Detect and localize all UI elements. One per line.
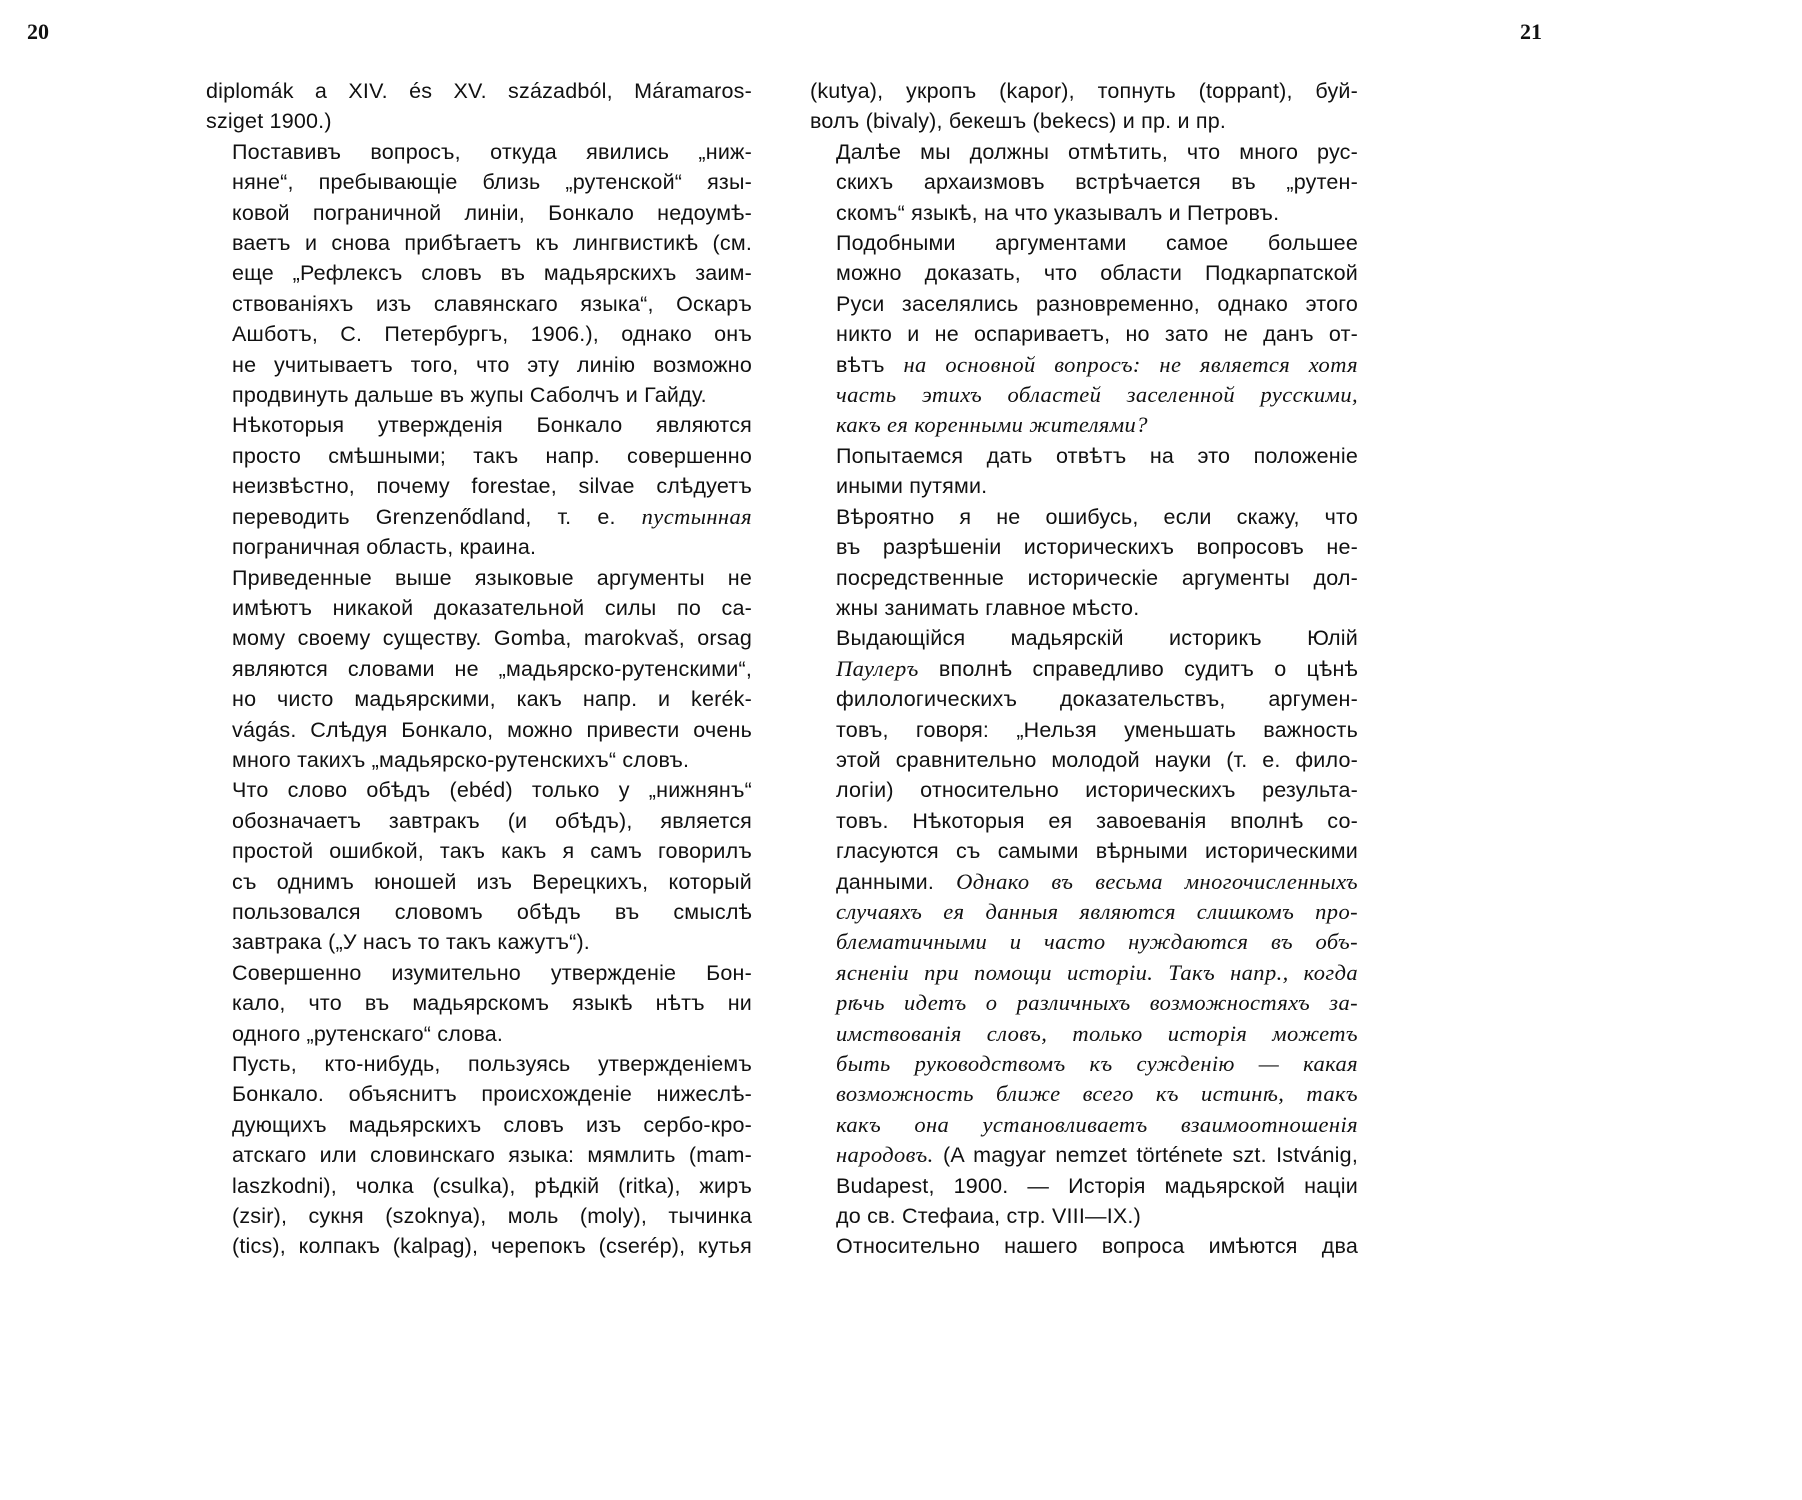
text-line: Вѣроятно я не ошибусь, если скажу, что xyxy=(836,504,1358,529)
text-line: Budapest, 1900. — Исторія мадьярской націи xyxy=(836,1173,1358,1198)
text-line: иными путями. xyxy=(836,474,988,499)
text-line: Бонкало. объяснитъ происхожденіе нижеслѣ- xyxy=(232,1082,752,1107)
paragraph xyxy=(810,623,1358,1231)
text-line: простой ошибкой, такъ какъ я самъ говорилъ xyxy=(232,839,752,864)
paragraph xyxy=(206,76,752,137)
text-line: мому своему существу. Gomba, marokvaš, orsag xyxy=(232,626,752,651)
paragraph xyxy=(206,958,752,1049)
text-line xyxy=(810,867,1358,897)
italic-line: блематичными и часто нуждаются въ объ- xyxy=(836,929,1358,955)
text-line: Выдающійся мадьярскій историкъ Юлій xyxy=(836,626,1358,651)
text-line: ковой пограничной линіи, Бонкало недоумѣ- xyxy=(232,200,752,225)
text-line: Попытаемся дать отвѣтъ на это положеніе xyxy=(836,443,1358,468)
text-line: Относительно нашего вопроса имѣются два xyxy=(836,1234,1358,1259)
text-line: ствованіяхъ изъ славянскаго языка“, Оскаръ xyxy=(232,291,752,316)
italic-line: какъ она установливаетъ взаимоотношенія xyxy=(836,1111,1358,1137)
paragraph xyxy=(206,775,752,957)
text-line: атскаго или словинскаго языка: мямлить (mam- xyxy=(232,1143,752,1168)
text-segment: вѣтъ xyxy=(836,352,885,377)
text-line: Ашботъ, С. Петербургъ, 1906.), однако онъ xyxy=(232,322,752,347)
text-segment: (A magyar nemzet története szt. Istvánig, xyxy=(943,1143,1358,1168)
text-line xyxy=(206,502,752,532)
paragraph xyxy=(810,228,1358,441)
left-page xyxy=(0,0,778,1306)
paragraph xyxy=(810,1231,1358,1261)
text-line: просто смѣшными; такъ напр. совершенно xyxy=(232,443,752,468)
paragraph xyxy=(810,137,1358,228)
text-line: няне“, пребывающіе близь „рутенской“ язы- xyxy=(232,170,752,195)
text-line: скомъ“ языкѣ, на что указывалъ и Петровъ. xyxy=(836,200,1280,225)
text-line: laszkodni), чолка (csulka), рѣдкій (ritka), жиръ xyxy=(232,1173,752,1198)
italic-text: на основной вопросъ: не является хотя xyxy=(903,351,1358,377)
text-line xyxy=(810,350,1358,380)
text-line: логіи) относительно историческихъ результа- xyxy=(836,778,1358,803)
italic-text: Паулеръ xyxy=(836,655,919,681)
text-line: неизвѣстно, почему forestae, silvae слѣдуетъ xyxy=(232,474,752,499)
text-line: Пусть, кто-нибудь, пользуясь утвержденіемъ xyxy=(232,1052,752,1076)
text-line: филологическихъ доказательствъ, аргумен- xyxy=(836,687,1358,712)
text-line: Поставивъ вопросъ, откуда явились „ниж- xyxy=(232,139,752,164)
paragraph xyxy=(810,502,1358,624)
right-page xyxy=(778,0,1555,1306)
text-line: съ однимъ юношей изъ Верецкихъ, который xyxy=(232,869,752,894)
italic-line: какъ ея коренными жителями? xyxy=(836,412,1148,438)
paragraph xyxy=(206,137,752,411)
text-line: волъ (bivaly), бекешъ (bekecs) и пр. и пр. xyxy=(810,109,1227,134)
page-number-right: 21 xyxy=(1520,19,1542,44)
italic-line: возможность ближе всего къ истинѣ, такъ xyxy=(836,1081,1358,1107)
text-line: жны занимать главное мѣсто. xyxy=(836,595,1140,620)
text-line: продвинуть дальше въ жупы Саболчъ и Гайду. xyxy=(232,383,707,408)
text-line: Что слово обѣдъ (ebéd) только у „нижнянъ“ xyxy=(232,778,752,803)
text-line: до св. Стефаиа, стр. VIII—IX.) xyxy=(836,1204,1141,1229)
italic-line: случаяхъ ея данныя являются слишкомъ про- xyxy=(836,898,1358,924)
text-line: Руси заселялись разновременно, однако этого xyxy=(836,291,1358,316)
paragraph xyxy=(810,76,1358,137)
left-page-text xyxy=(206,76,752,1262)
text-line: товъ. Нѣкоторыя ея завоеванія вполнѣ со- xyxy=(836,808,1358,833)
paragraph xyxy=(206,410,752,562)
text-line xyxy=(810,654,1358,684)
page-number-left: 20 xyxy=(27,19,49,44)
text-line: но чисто мадьярскими, какъ напр. и kerék- xyxy=(232,687,752,712)
text-line: посредственные историческіе аргументы дол- xyxy=(836,565,1358,590)
italic-line: ясненіи при помощи исторіи. Такъ напр., когда xyxy=(836,959,1358,985)
italic-line: часть этихъ областей заселенной русскими, xyxy=(836,382,1358,408)
paragraph xyxy=(206,563,752,776)
text-line: одного „рутенскаго“ слова. xyxy=(232,1021,504,1046)
text-line: Подобными аргументами самое большее xyxy=(836,231,1358,256)
paragraph xyxy=(810,441,1358,502)
italic-text: народовъ. xyxy=(836,1142,934,1168)
text-line: sziget 1900.) xyxy=(206,109,332,134)
text-line: diplomák a XIV. és XV. századból, Máramaros- xyxy=(206,79,752,103)
text-line: (kutya), укропъ (kapor), топнуть (toppant), буй- xyxy=(810,79,1358,103)
text-segment: переводить Grenzenődland, т. е. xyxy=(232,504,616,529)
text-line: скихъ архаизмовъ встрѣчается въ „рутен- xyxy=(836,170,1358,195)
text-line: обозначаетъ завтракъ (и обѣдъ), является xyxy=(232,808,752,833)
text-segment: данными. xyxy=(836,869,935,894)
text-line: не учитываетъ того, что эту линію возможно xyxy=(232,352,752,377)
text-line: имѣютъ никакой доказательной силы по са- xyxy=(232,595,752,620)
text-line xyxy=(810,1140,1358,1170)
italic-text: Однако въ весьма многочисленныхъ xyxy=(956,868,1358,894)
paragraph xyxy=(206,1049,752,1262)
italic-line: имствованія словъ, только исторія можетъ xyxy=(836,1020,1358,1046)
italic-line: быть руководствомъ къ сужденію — какая xyxy=(836,1051,1358,1076)
text-line: товъ, говоря: „Нельзя уменьшать важность xyxy=(836,717,1358,742)
text-line: дующихъ мадьярскихъ словъ изъ сербо-кро- xyxy=(232,1112,752,1137)
text-line: Нѣкоторыя утвержденія Бонкало являются xyxy=(232,413,752,438)
text-line: въ разрѣшеніи историческихъ вопросовъ не- xyxy=(836,535,1358,560)
italic-line: рѣчь идетъ о различныхъ возможностяхъ за- xyxy=(836,990,1358,1016)
text-line: завтрака („У насъ то такъ кажутъ“). xyxy=(232,930,590,955)
text-line: можно доказать, что области Подкарпатской xyxy=(836,261,1358,286)
text-line: этой сравнительно молодой науки (т. е. фило- xyxy=(836,747,1358,772)
text-line: никто и не оспариваетъ, но зато не данъ от- xyxy=(836,322,1358,347)
text-line: (tics), колпакъ (kalpag), черепокъ (cserép), кутья xyxy=(232,1234,752,1259)
text-line: еще „Рефлексъ словъ въ мадьярскихъ заим- xyxy=(232,261,752,286)
text-line: ваетъ и снова прибѣгаетъ къ лингвистикѣ (см. xyxy=(232,231,752,256)
italic-text: пустынная xyxy=(641,503,752,529)
text-line: гласуются съ самыми вѣрными историческими xyxy=(836,839,1358,864)
text-line: пользовался словомъ обѣдъ въ смыслѣ xyxy=(232,899,752,924)
text-line: много такихъ „мадьярско-рутенскихъ“ словъ. xyxy=(232,747,690,772)
text-line: являются словами не „мадьярско-рутенскими“, xyxy=(232,656,752,681)
text-line: Приведенные выше языковые аргументы не xyxy=(232,565,752,590)
right-page-text xyxy=(810,76,1358,1262)
text-line: кало, что въ мадьярскомъ языкѣ нѣтъ ни xyxy=(232,991,752,1016)
text-line: пограничная область, краина. xyxy=(232,535,537,560)
text-segment: вполнѣ справедливо судитъ о цѣнѣ xyxy=(938,656,1358,681)
text-line: vágás. Слѣдуя Бонкало, можно привести очень xyxy=(232,717,752,742)
text-line: Далѣе мы должны отмѣтить, что много рус- xyxy=(836,139,1358,164)
text-line: Совершенно изумительно утвержденіе Бон- xyxy=(232,960,752,985)
text-line: (zsir), сукня (szoknya), моль (moly), тычинка xyxy=(232,1204,752,1229)
